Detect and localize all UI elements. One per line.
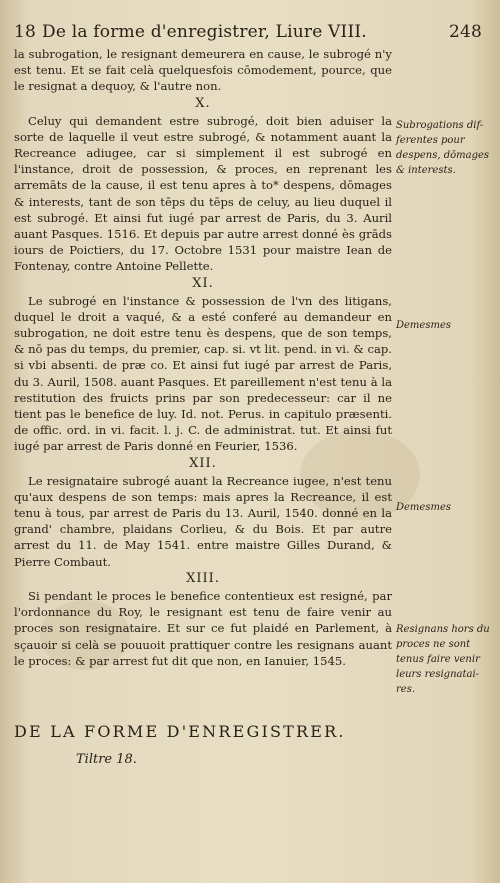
main-text (14, 46, 392, 669)
section-text-xii: Le resignataire subrogé auant la Recreance iugee, n'est tenu qu'aux despens de son temps: mais apres la Recreance, il est tenu à tous, par arrest de Paris du 13. Auril, 1540. donné en la grand' chambre, plaidans Corlieu, & du Bois. Et par autre arrest du 11. de May 1541. entre maistre Gilles Durand, & Pierre Combaut. (14, 473, 392, 569)
margin-note-demesmes: Demesmes (396, 320, 451, 331)
margin-note-subrogations: Subrogations dif-ferentes pour despens, dōmages & interests. (396, 120, 490, 176)
section-heading-x: X. (195, 95, 211, 111)
page-header (14, 22, 484, 44)
section-text-x: Celuy qui demandent estre subrogé, doit bien aduiser la sorte de laquelle il veut estre subrogé, & notamment auant la Recreance adiugee, car si simplement il est subrogé en l'instance, droit de possession, & proces, en reprenant les arremāts de la cause, il est tenu apres à to* despens, dōmages & interests, tant de son tēps du tēps de celuy, au lieu duquel il est subrogé. Et ainsi fut iugé par arrest de Paris, du 3. Auril auant Pasques. 1516. Et depuis par autre arrest donné ès grāds iours de Poictiers, du 17. Octobre 1531 pour maistre Iean de Fontenay, contre Antoine Pellette. (14, 113, 392, 274)
margin-note-resignans: Resignans hors du proces ne sont tenus faire venir leurs resignatai-res. (396, 624, 490, 695)
section-text-xi: Le subrogé en l'instance & possession de l'vn des litigans, duquel le droit a vaqué, & a esté conferé au demandeur en subrogation, ne doit estre tenu ès despens, que de son temps, & nō pas du temps, du premier, cap. si. vt lit. pend. in vi. & cap. si vbi absenti. de præ co. Et ainsi fut iugé par arrest de Paris, du 3. Auril, 1508. auant Pasques. Et pareillement n'est tenu à la restitution des fruicts prins par son predecesseur: car il ne tient pas le benefice de luy. Id. not. Perus. in capitulo præsenti. de offic. ord. in vi. facit. l. j. C. de administrat. tut. Et ainsi fut iugé par arrest de Paris donné en Feurier, 1536. (14, 293, 392, 454)
section-text-xiii: Si pendant le proces le benefice contentieux est resigné, par l'ordonnance du Roy, le resignant est tenu de faire venir au proces son resignataire. Et sur ce fut plaidé en Parlement, à sçauoir si celà se pouuoit prattiquer contre les resignans auant le proces: & par arrest fut dit que non, en Ianuier, 1545. (14, 588, 392, 668)
title-label: Tiltre 18. (76, 752, 137, 767)
margin-note-demesmes: Demesmes (396, 502, 451, 513)
opening-paragraph: la subrogation, le resignant demeurera en cause, le subrogé n'y est tenu. Et se fait celà quelquesfois cōmodement, pource, que le resignat a dequoy, & l'autre non. (14, 47, 392, 94)
running-title: De la forme d'enregistrer, Liure VIII. (42, 22, 367, 42)
page-number: 18 (14, 22, 37, 42)
chapter-heading: DE LA FORME D'ENREGISTRER. (14, 722, 346, 741)
section-heading-xiii: XIII. (186, 570, 220, 586)
section-heading-xii: XII. (189, 455, 217, 471)
section-heading-xi: XI. (192, 275, 214, 291)
folio-number: 248 (448, 22, 482, 42)
